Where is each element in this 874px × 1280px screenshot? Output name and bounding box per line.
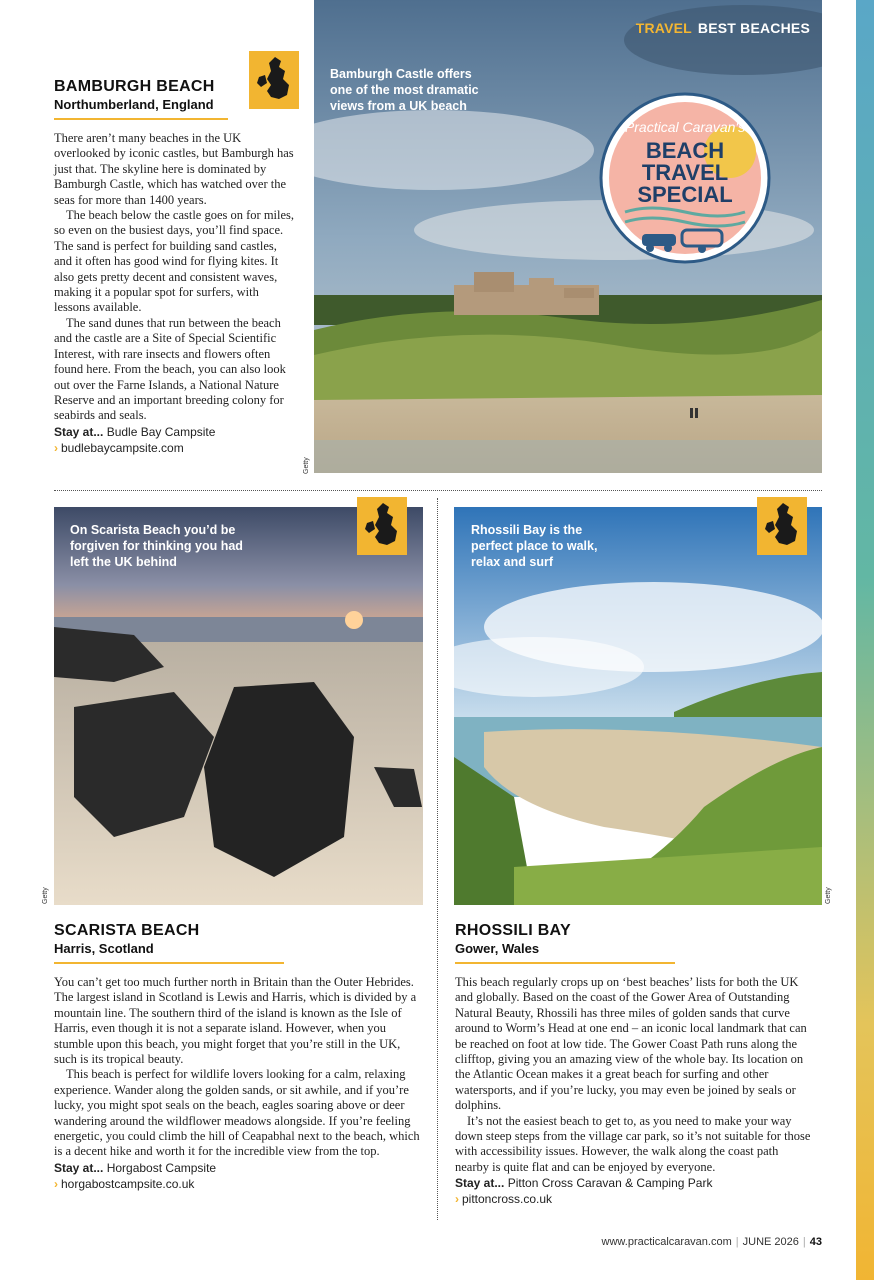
edge-color-strip [856, 0, 874, 1280]
chevron-right-icon: › [455, 1192, 459, 1207]
uk-map-icon [249, 51, 299, 109]
rhossili-headline [455, 922, 571, 956]
rhossili-rule [455, 962, 675, 964]
scarista-caption: On Scarista Beach you’d be forgiven for thinking you had left the UK behind [70, 523, 243, 569]
rhossili-body [455, 975, 815, 1207]
chevron-right-icon: › [54, 1176, 58, 1191]
rhossili-location: Gower, Wales [455, 941, 540, 956]
rhossili-link-text[interactable]: pittoncross.co.uk [462, 1192, 553, 1207]
bamburgh-paragraph-2: The beach below the castle goes on for miles, so even on the busiest days, you’ll find space. The sand is perfect for building sand castles, and it often has good wind for flying kites. It also gets pretty decent and consistent waves, making it a popular spot for surfers, with lessons available. [54, 208, 295, 315]
stamp-brand: Practical Caravan's [624, 119, 746, 135]
bamburgh-paragraph-3: The sand dunes that run between the beach and the castle are a Site of Special Scientific Interest, with rare insects and flowers often found here. From the beach, you can also look out over the Farne Islands, a National Nature Reserve and an important breeding colony for seabirds and seals. [54, 315, 286, 423]
scarista-headline [54, 922, 200, 956]
scarista-stay-name: Horgabost Campsite [106, 1160, 217, 1175]
page-footer: www.practicalcaravan.com | JUNE 2026 | 43 [601, 1236, 822, 1248]
bamburgh-caption: Bamburgh Castle offers one of the most dramatic views from a UK beach [330, 67, 479, 113]
rhossili-stay [455, 1175, 815, 1191]
scarista-rule [54, 962, 284, 964]
bamburgh-stay-name: Budle Bay Campsite [106, 424, 216, 439]
scarista-stay-label: Stay at... [54, 1160, 104, 1175]
bamburgh-link-text[interactable]: budlebaycampsite.com [61, 440, 184, 455]
rhossili-title: RHOSSILI BAY [455, 922, 571, 939]
scarista-credit: Getty [42, 887, 49, 904]
page-number: 43 [809, 1236, 822, 1248]
stamp-line-3: SPECIAL [637, 182, 733, 207]
section-topic: BEST BEACHES [697, 20, 810, 36]
rhossili-stay-name: Pitton Cross Caravan & Camping Park [507, 1176, 713, 1191]
bamburgh-body [54, 131, 298, 456]
rhossili-paragraph-2: It’s not the easiest beach to get to, as you need to make your way down steep steps from the village car park, so it’s not suitable for those with accessibility issues. However, the walk along the coast path nearby is quite flat and can be enjoyed by everyone. [455, 1113, 811, 1174]
bamburgh-title: BAMBURGH BEACH [54, 78, 215, 95]
scarista-title: SCARISTA BEACH [54, 922, 200, 939]
scarista-body [54, 975, 422, 1192]
footer-url[interactable]: www.practicalcaravan.com [601, 1236, 732, 1248]
footer-issue: JUNE 2026 [742, 1236, 799, 1248]
scarista-paragraph-1: You can’t get too much further north in Britain than the Outer Hebrides. The largest island in Scotland is Lewis and Harris, which is divided by a mountain line. The southern third of the island is known as the Isle of Harris, even though it is not a separate island. However, when you stumble upon this beach, you might forget that you’re still in the UK, such is its tropical beauty. [54, 975, 417, 1067]
bamburgh-stay [54, 424, 298, 440]
rhossili-credit: Getty [825, 887, 832, 904]
rhossili-link[interactable] [455, 1191, 815, 1207]
section-divider [54, 490, 822, 491]
scarista-paragraph-2: This beach is perfect for wildlife lovers looking for a calm, relaxing experience. Wander along the golden sands, or sit awhile, and if you’re lucky, you might spot seals on the beach, eagles soaring above or deer wandering around the wildflower meadows alongside. If you’re feeling energetic, you could climb the hill of Ceapabhal next to the beach, which is a decent hike and worth it for the incredible view from the top. [54, 1067, 420, 1159]
bamburgh-paragraph-1: There aren’t many beaches in the UK overlooked by iconic castles, but Bamburgh has just that. The skyline here is dominated by Bamburgh Castle, which has watched over the seas for more than 1400 years. [54, 131, 294, 207]
scarista-link[interactable] [54, 1176, 422, 1192]
section-label [636, 20, 810, 36]
scarista-stay [54, 1160, 422, 1176]
bamburgh-link[interactable] [54, 440, 298, 456]
scarista-link-text[interactable]: horgabostcampsite.co.uk [61, 1176, 195, 1191]
bamburgh-location: Northumberland, England [54, 97, 214, 112]
rhossili-caption: Rhossili Bay is the perfect place to walk, relax and surf [471, 523, 598, 569]
uk-map-icon [757, 497, 807, 555]
bamburgh-headline [54, 78, 215, 112]
bamburgh-stay-label: Stay at... [54, 424, 104, 439]
stamp-line-2: TRAVEL [641, 160, 729, 185]
beach-travel-special-stamp [590, 92, 780, 264]
scarista-location: Harris, Scotland [54, 941, 154, 956]
section-category: TRAVEL [635, 20, 692, 36]
bamburgh-credit: Getty [303, 457, 310, 474]
stamp-line-1: BEACH [645, 138, 725, 163]
chevron-right-icon: › [54, 440, 58, 455]
uk-map-icon [357, 497, 407, 555]
column-divider [437, 498, 438, 1220]
bamburgh-rule [54, 118, 228, 120]
rhossili-stay-label: Stay at... [455, 1176, 505, 1191]
rhossili-paragraph-1: This beach regularly crops up on ‘best beaches’ lists for both the UK and globally. Based on the coast of the Gower Area of Outstanding Natural Beauty, Rhossili has three miles of golden sands that curve around to Worm’s Head at one end – an iconic local landmark that can be reached on foot at low tide. The Gower Coast Path runs along the clifftop, giving you an amazing view of the whole bay. Its location on the Atlantic Ocean makes it a great beach for surfing and other watersports, and if you’re lucky, you may even be joined by seals or dolphins. [455, 975, 807, 1113]
